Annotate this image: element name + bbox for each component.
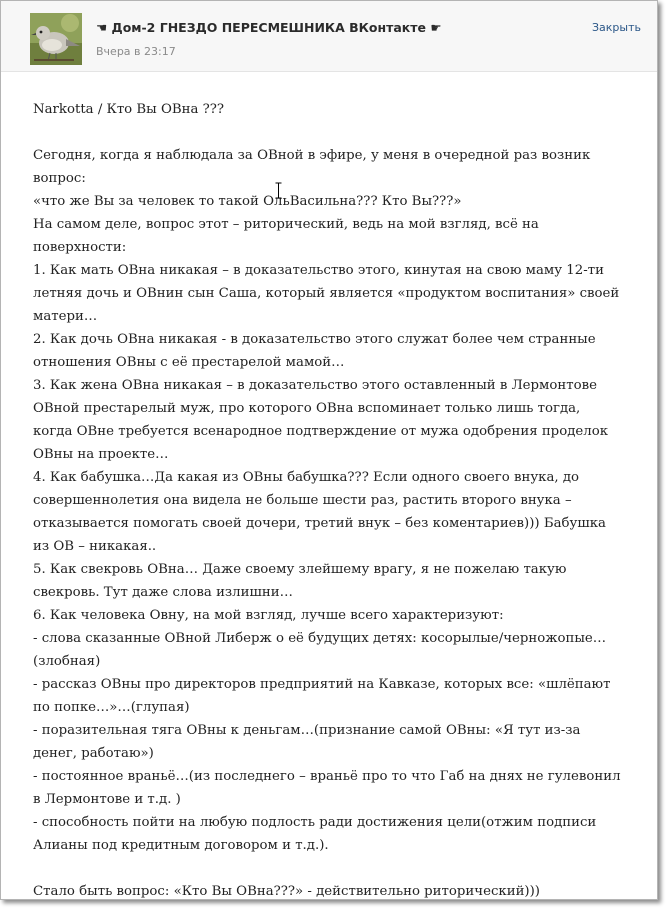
post-timestamp[interactable]: Вчера в 23:17 [96, 45, 176, 58]
post-line: 5. Как свекровь ОВна… Даже своему злейшему врагу, я не пожелаю такую [33, 562, 567, 577]
post-line: ОВны на проекте… [33, 447, 169, 462]
post-line: 4. Как бабушка…Да какая из ОВны бабушка??? Если одного своего внука, до [33, 470, 580, 485]
post-line: - рассказ ОВны про директоров предприятий на Кавказе, которых все: «шлёпают [33, 677, 611, 692]
post-line: «что же Вы за человек то такой ОльВасильна??? Кто Вы???» [33, 194, 462, 209]
group-title-link[interactable]: ☚ Дом-2 ГНЕЗДО ПЕРЕСМЕШНИКА ВКонтакте ☛ [96, 20, 442, 35]
post-line: из ОВ – никакая.. [33, 539, 157, 554]
post-line [33, 857, 643, 880]
post-line: 3. Как жена ОВна никакая – в доказательство этого оставленный в Лермонтове [33, 378, 597, 393]
post-header [1, 1, 657, 72]
post-line: 1. Как мать ОВна никакая – в доказательство этого, кинутая на свою маму 12-ти [33, 263, 604, 278]
post-line: - способность пойти на любую подлость ради достижения цели(отжим подписи [33, 815, 597, 830]
post-line: вопрос: [33, 171, 86, 186]
bird-avatar-icon[interactable] [30, 13, 82, 65]
post-line: денег, работаю») [33, 746, 154, 761]
text-cursor-icon [274, 182, 283, 199]
post-title-line: Narkotta / Кто Вы ОВна ??? [33, 102, 225, 117]
post-line: Алианы под кредитным договором и т.д.). [33, 838, 329, 853]
post-line: - слова сказанные ОВной Либерж о её будущих детях: косорылые/черножопые… [33, 631, 607, 646]
close-button[interactable]: Закрыть [592, 21, 641, 34]
post-conclusion-line: Стало быть вопрос: «Кто Вы ОВна???» - действительно риторический))) [33, 884, 540, 899]
post-line: - постоянное враньё…(из последнего – враньё про то что Габ на днях не гулевонил [33, 769, 621, 784]
post-line: по попке…»…(глупая) [33, 700, 190, 715]
post-line: На самом деле, вопрос этот – риторический, ведь на мой взгляд, всё на [33, 217, 539, 232]
post-line: 2. Как дочь ОВна никакая - в доказательство этого служат более чем странные [33, 332, 596, 347]
post-line: свекровь. Тут даже слова излишни… [33, 585, 293, 600]
post-line: когда ОВне требуется всенародное подтверждение от мужа одобрения проделок [33, 424, 609, 439]
post-line: матери… [33, 309, 98, 324]
post-line: Сегодня, когда я наблюдала за ОВной в эфире, у меня в очередной раз возник [33, 148, 591, 163]
post-line: отказывается помогать своей дочери, третий внук – без коментариев))) Бабушка [33, 516, 606, 531]
post-line: отношения ОВны с её престарелой мамой… [33, 355, 345, 370]
post-line: ОВной престарелый муж, про которого ОВна вспоминает только лишь тогда, [33, 401, 581, 416]
post-line: 6. Как человека Овну, на мой взгляд, лучше всего характеризуют: [33, 608, 504, 623]
post-text [33, 98, 643, 903]
post-line: летняя дочь и ОВнин сын Саша, который является «продуктом воспитания» своей [33, 286, 620, 301]
post-line: в Лермонтове и т.д. ) [33, 792, 181, 807]
post-line [33, 121, 643, 144]
post-line: совершеннолетия она видела не больше шести раз, растить второго внука – [33, 493, 572, 508]
post-line: поверхности: [33, 240, 127, 255]
post-line: (злобная) [33, 654, 101, 669]
post-line: - поразительная тяга ОВны к деньгам…(признание самой ОВны: «Я тут из-за [33, 723, 581, 738]
